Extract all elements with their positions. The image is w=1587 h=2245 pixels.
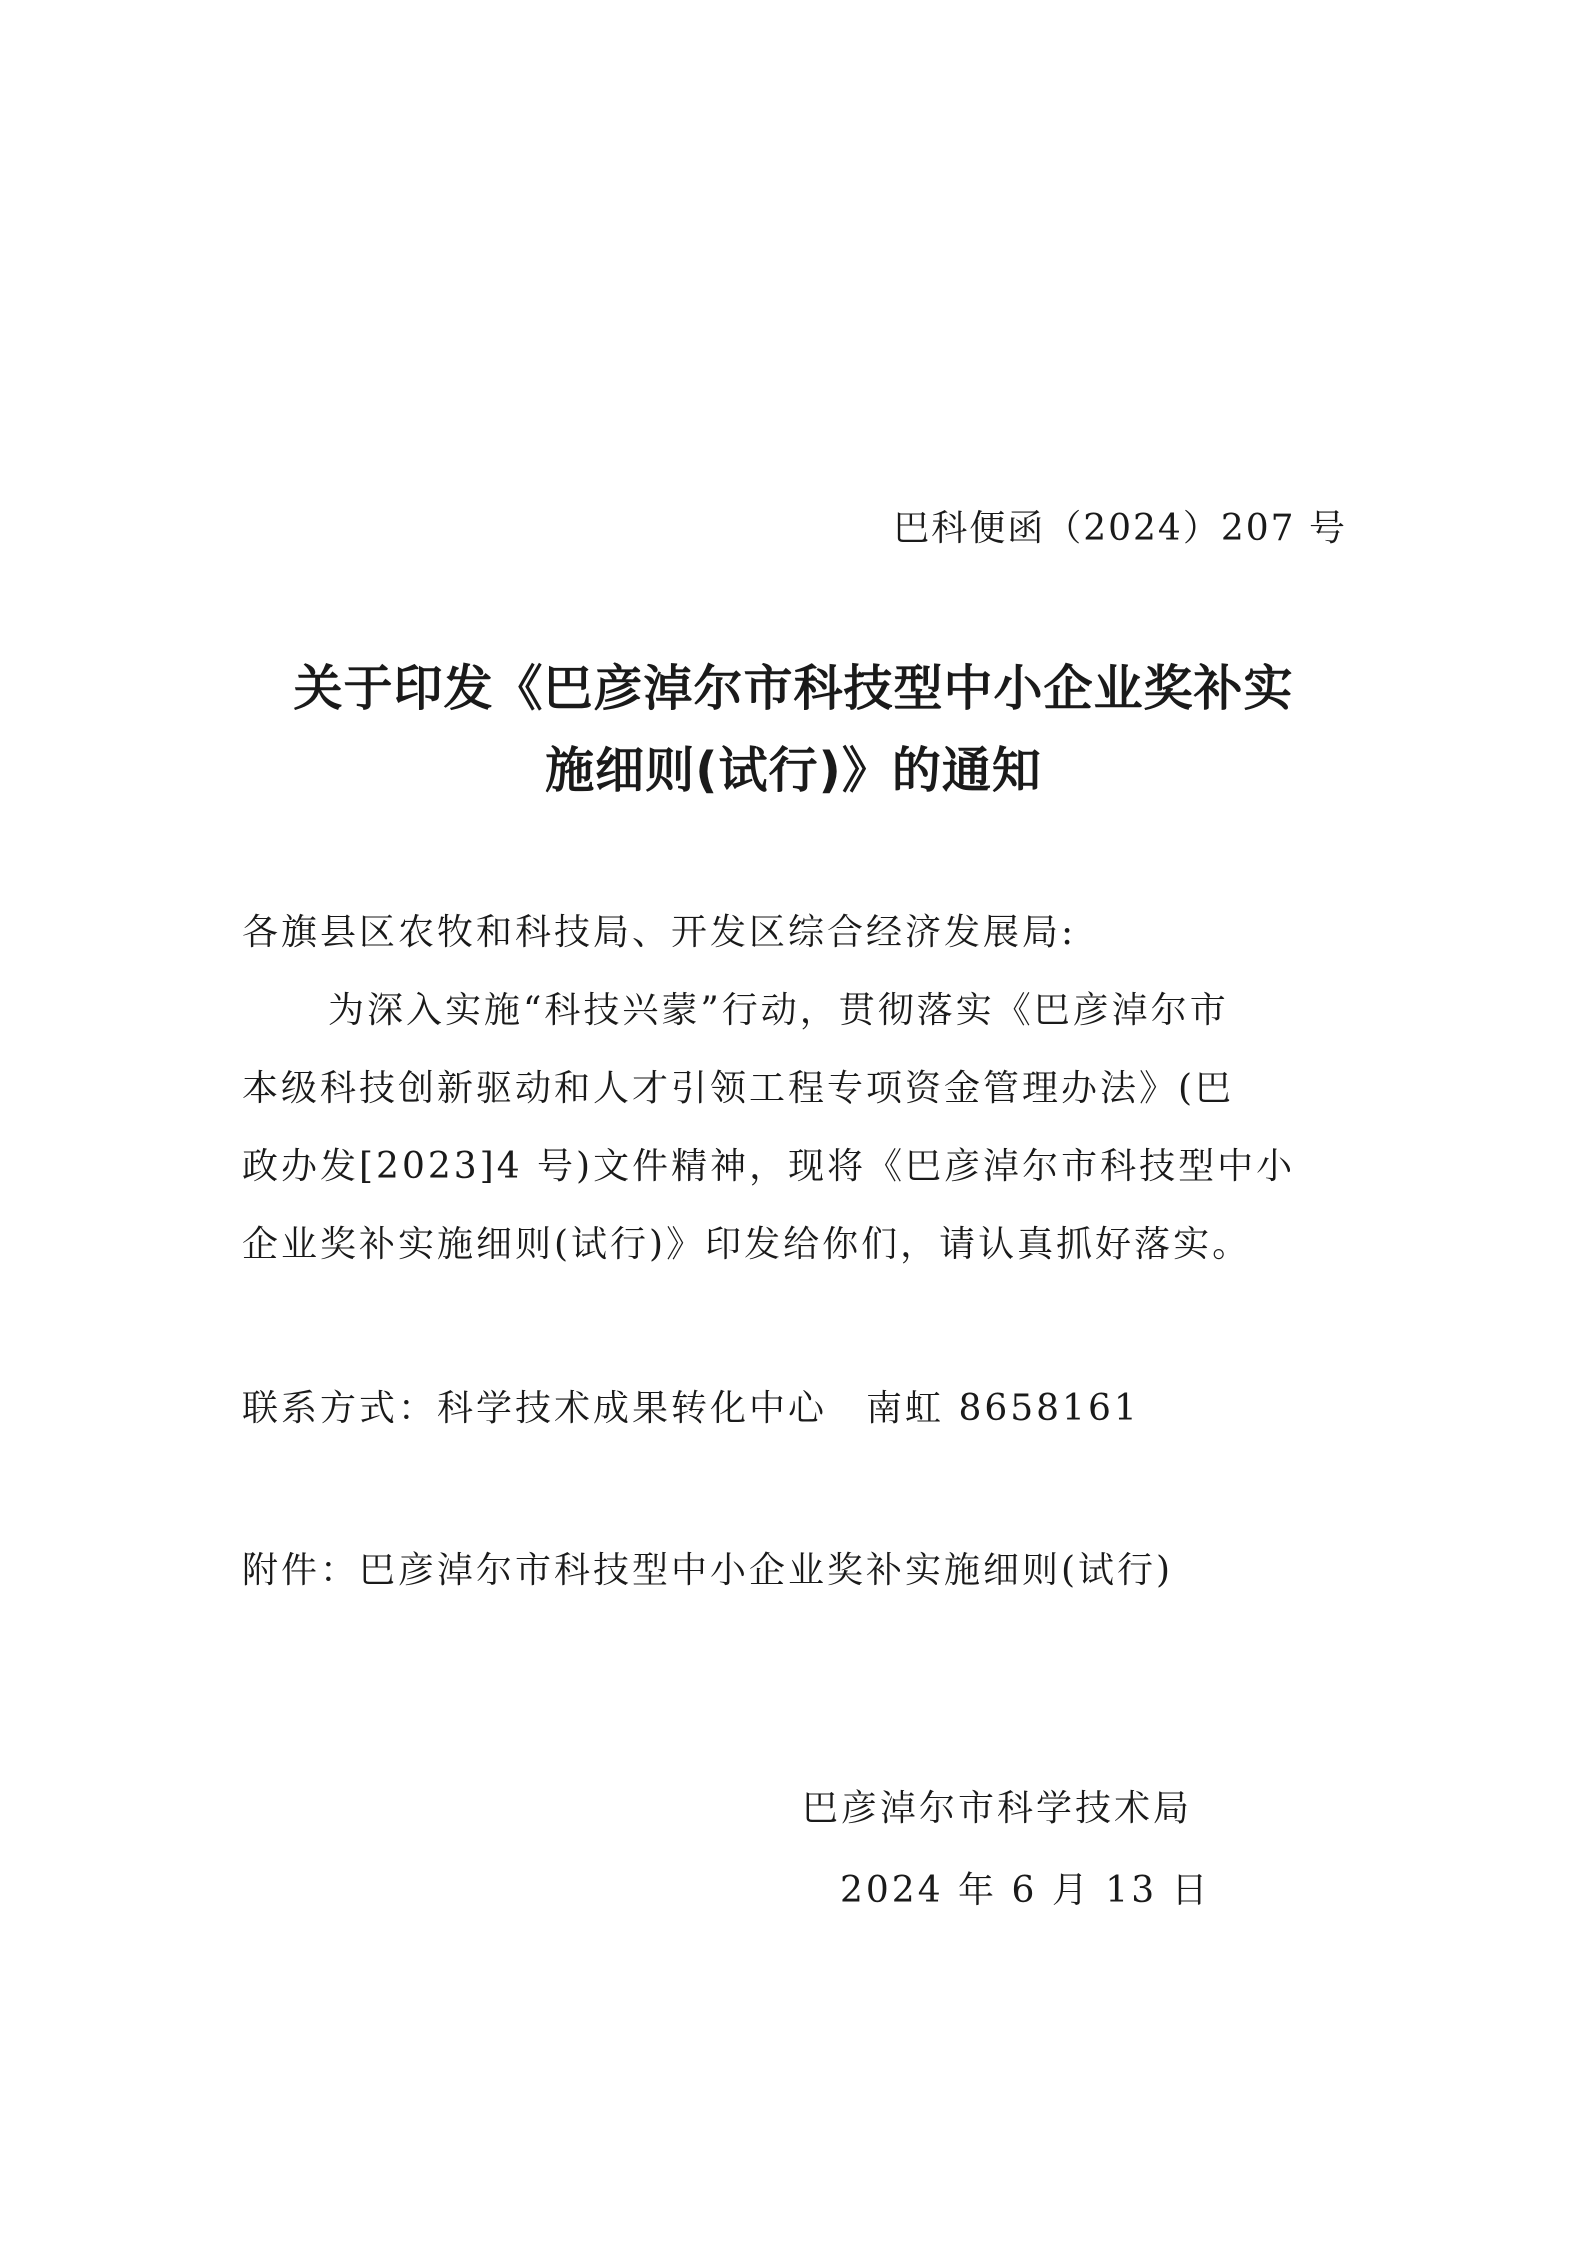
body-line-2: 本级科技创新驱动和人才引领工程专项资金管理办法》(巴 [242, 1068, 1235, 1109]
body-paragraph [242, 972, 1347, 1284]
body-line-4: 企业奖补实施细则(试行)》印发给你们，请认真抓好落实。 [242, 1224, 1252, 1265]
document-number: 巴科便函（2024）207 号 [893, 508, 1347, 549]
attachment-line: 附件：巴彦淖尔市科技型中小企业奖补实施细则(试行) [242, 1550, 1174, 1591]
title-line-2: 施细则(试行)》的通知 [545, 742, 1042, 799]
contact-info: 联系方式：科学技术成果转化中心 南虹 8658161 [242, 1388, 1140, 1429]
addressee: 各旗县区农牧和科技局、开发区综合经济发展局: [242, 912, 1077, 953]
signature-date: 2024 年 6 月 13 日 [840, 1870, 1211, 1911]
document-title [230, 648, 1357, 812]
title-line-1: 关于印发《巴彦淖尔市科技型中小企业奖补实 [293, 660, 1294, 717]
body-line-3: 政办发[2023]4 号)文件精神，现将《巴彦淖尔市科技型中小 [242, 1146, 1296, 1187]
body-line-1: 为深入实施“科技兴蒙”行动，贯彻落实《巴彦淖尔市 [328, 990, 1229, 1031]
signature-organization: 巴彦淖尔市科学技术局 [802, 1788, 1193, 1829]
